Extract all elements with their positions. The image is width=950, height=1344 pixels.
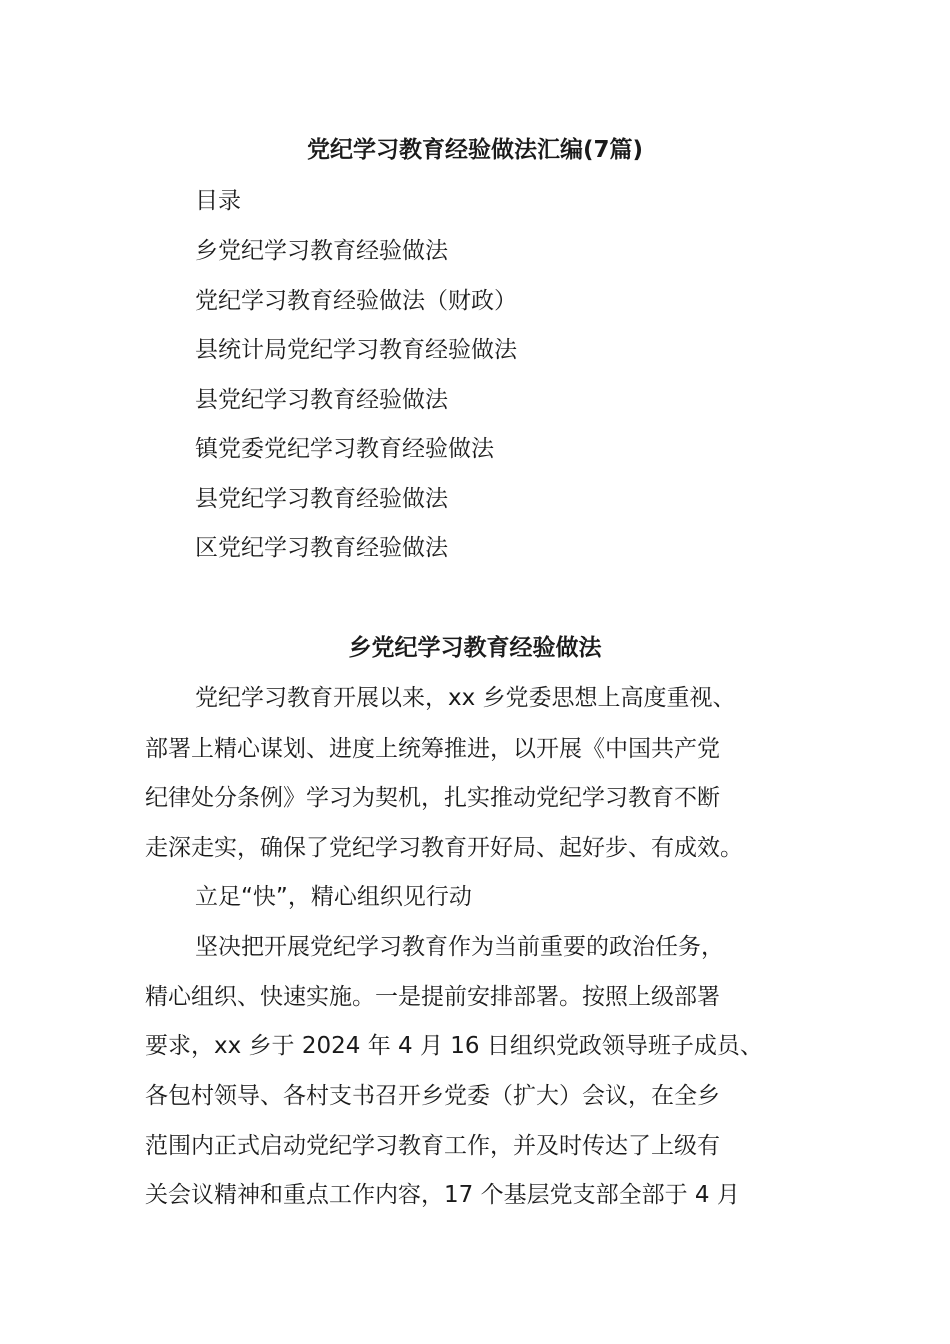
body-line: 各包村领导、各村支书召开乡党委（扩大）会议，在全乡 — [145, 1083, 720, 1109]
toc-item: 区党纪学习教育经验做法 — [195, 535, 448, 561]
toc-item: 县统计局党纪学习教育经验做法 — [195, 337, 517, 363]
body-line: 精心组织、快速实施。一是提前安排部署。按照上级部署 — [145, 984, 720, 1010]
toc-item: 乡党纪学习教育经验做法 — [195, 238, 448, 264]
body-line: 关会议精神和重点工作内容，17 个基层党支部全部于 4 月 — [145, 1182, 740, 1208]
toc-item: 党纪学习教育经验做法（财政） — [195, 288, 517, 314]
body-line: 坚决把开展党纪学习教育作为当前重要的政治任务， — [195, 934, 724, 960]
document-title: 党纪学习教育经验做法汇编(7篇) — [306, 137, 644, 163]
body-line: 走深走实，确保了党纪学习教育开好局、起好步、有成效。 — [145, 835, 743, 861]
toc-item: 县党纪学习教育经验做法 — [195, 387, 448, 413]
toc-heading: 目录 — [195, 188, 241, 214]
body-line: 要求，xx 乡于 2024 年 4 月 16 日组织党政领导班子成员、 — [145, 1033, 763, 1059]
toc-item: 镇党委党纪学习教育经验做法 — [195, 436, 494, 462]
toc-item: 县党纪学习教育经验做法 — [195, 486, 448, 512]
subheading: 立足“快”，精心组织见行动 — [195, 884, 472, 910]
section-title: 乡党纪学习教育经验做法 — [348, 635, 602, 661]
body-line: 纪律处分条例》学习为契机，扎实推动党纪学习教育不断 — [145, 785, 720, 811]
body-line: 部署上精心谋划、进度上统筹推进，以开展《中国共产党 — [145, 736, 720, 762]
body-line: 党纪学习教育开展以来，xx 乡党委思想上高度重视、 — [195, 685, 736, 711]
body-line: 范围内正式启动党纪学习教育工作，并及时传达了上级有 — [145, 1133, 720, 1159]
